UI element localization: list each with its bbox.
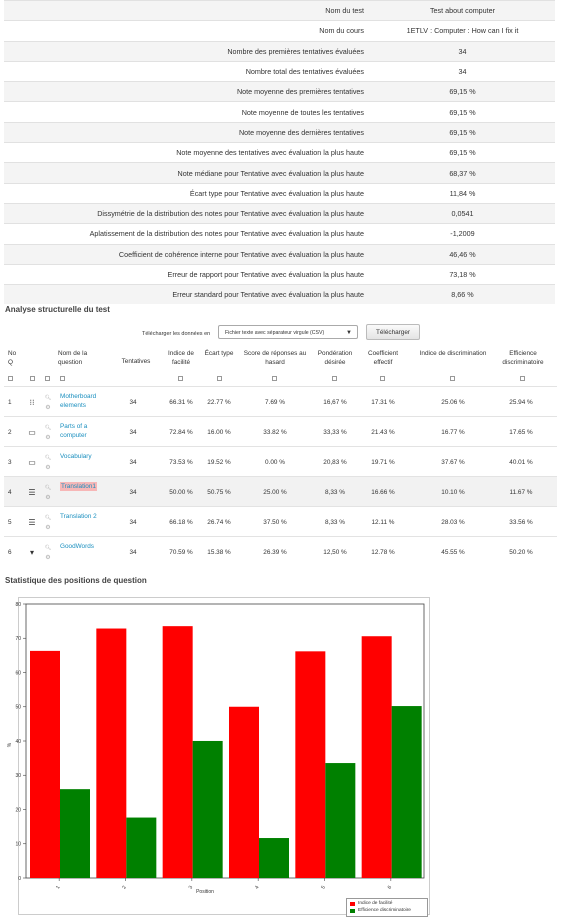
sort-num-checkbox[interactable] <box>8 376 13 381</box>
settings-icon[interactable]: ⚙ <box>45 554 51 561</box>
question-facility: 73.53 % <box>169 458 193 466</box>
bar-efficiency <box>126 818 156 878</box>
question-efficiency: 33.56 % <box>509 518 533 526</box>
sort-preview-checkbox[interactable] <box>45 376 50 381</box>
dropdown-icon: ▾ <box>29 547 34 557</box>
preview-icon[interactable]: 🔍︎ <box>44 455 52 461</box>
bar-efficiency <box>60 789 90 878</box>
question-name: Motherboard elements <box>60 393 97 409</box>
header-facility: Indice de facilité <box>168 350 194 366</box>
question-position-chart <box>7 597 430 915</box>
question-attempts: 34 <box>129 518 137 526</box>
summary-row <box>4 163 555 183</box>
preview-icon[interactable]: 🔍︎ <box>44 395 52 401</box>
question-efficiency: 50.20 % <box>509 548 533 556</box>
summary-label: Nom du test <box>4 1 370 21</box>
question-row <box>4 446 557 477</box>
summary-row <box>4 61 555 81</box>
question-random: 0.00 % <box>265 458 285 466</box>
y-tick-label: 60 <box>15 670 21 677</box>
summary-row <box>4 143 555 163</box>
question-effective: 12.11 % <box>371 518 395 526</box>
question-row <box>4 506 557 537</box>
preview-icon[interactable]: 🔍︎ <box>44 425 52 431</box>
question-attempts: 34 <box>129 428 137 436</box>
summary-label: Nombre total des tentatives évaluées <box>4 61 370 81</box>
summary-row <box>4 224 555 244</box>
question-row <box>4 416 557 447</box>
bar-efficiency <box>259 838 289 878</box>
question-discrimination: 25.06 % <box>441 398 465 406</box>
cloze-icon: ▭ <box>28 427 36 437</box>
summary-value: 68,37 % <box>370 163 555 183</box>
download-button[interactable]: Télécharger <box>366 324 420 340</box>
x-tick-label: 1 <box>55 884 62 891</box>
question-discrimination: 16.77 % <box>441 428 465 436</box>
sort-efficiency-checkbox[interactable] <box>520 376 525 381</box>
summary-label: Note moyenne des premières tentatives <box>4 82 370 102</box>
settings-icon[interactable]: ⚙ <box>45 434 51 441</box>
question-facility: 70.59 % <box>169 548 193 556</box>
summary-row <box>4 264 555 284</box>
summary-value: 34 <box>370 61 555 81</box>
question-effective: 16.66 % <box>371 488 395 496</box>
bar-efficiency <box>193 741 223 878</box>
question-random: 25.00 % <box>263 488 287 496</box>
download-label: Télécharger les données en <box>142 331 211 337</box>
sort-effective-checkbox[interactable] <box>380 376 385 381</box>
settings-icon[interactable]: ⚙ <box>45 494 51 501</box>
question-sd: 15.38 % <box>207 548 231 556</box>
bar-efficiency <box>325 763 355 878</box>
settings-icon[interactable]: ⚙ <box>45 464 51 471</box>
summary-row <box>4 1 555 21</box>
question-attempts: 34 <box>129 398 137 406</box>
question-weight: 8,33 % <box>325 488 345 496</box>
settings-icon[interactable]: ⚙ <box>45 404 51 411</box>
bar-facility <box>30 651 60 878</box>
question-random: 7.69 % <box>265 398 285 406</box>
sort-name-checkbox[interactable] <box>60 376 65 381</box>
header-num: No Q <box>8 350 17 366</box>
summary-table <box>4 0 555 304</box>
summary-row <box>4 122 555 142</box>
sort-discrimination-checkbox[interactable] <box>450 376 455 381</box>
x-tick-label: 6 <box>386 884 394 891</box>
question-facility: 72.84 % <box>169 428 193 436</box>
y-tick-label: 0 <box>18 875 21 882</box>
y-tick-label: 50 <box>15 704 21 711</box>
header-attempts: Tentatives <box>121 358 151 365</box>
bar-efficiency <box>392 706 422 878</box>
summary-value: 73,18 % <box>370 264 555 284</box>
header-efficiency: Efficience discriminatoire <box>502 350 544 366</box>
summary-value: 69,15 % <box>370 122 555 142</box>
y-axis-label: % <box>7 742 13 748</box>
summary-value: 69,15 % <box>370 143 555 163</box>
question-number: 2 <box>8 428 12 436</box>
summary-value: -1,2009 <box>370 224 555 244</box>
y-tick-label: 80 <box>15 601 21 608</box>
legend-swatch-efficiency <box>350 909 355 913</box>
header-discrimination: Indice de discrimination <box>419 350 487 357</box>
x-tick-label: 2 <box>121 884 128 891</box>
question-weight: 12,50 % <box>323 548 347 556</box>
question-discrimination: 37.67 % <box>441 458 465 466</box>
question-row <box>4 536 557 567</box>
summary-row <box>4 203 555 223</box>
y-tick-label: 20 <box>15 807 21 814</box>
summary-label: Écart type pour Tentative avec évaluation la plus haute <box>4 183 370 203</box>
question-random: 33.82 % <box>263 428 287 436</box>
question-weight: 16,67 % <box>323 398 347 406</box>
sort-type-checkbox[interactable] <box>30 376 35 381</box>
header-weight: Pondération désirée <box>317 350 353 366</box>
question-name: Parts of a computer <box>60 423 88 439</box>
legend-label-facility: Indice de facilité <box>358 901 393 906</box>
structure-table-header <box>0 350 560 384</box>
chevron-down-icon: ▼ <box>346 330 352 336</box>
summary-label: Coefficient de cohérence interne pour Tentative avec évaluation la plus haute <box>4 244 370 264</box>
bar-facility <box>295 651 325 878</box>
x-tick-label: 4 <box>254 884 261 891</box>
chart-legend <box>346 898 428 917</box>
summary-row <box>4 102 555 122</box>
summary-row <box>4 41 555 61</box>
preview-icon[interactable]: 🔍︎ <box>44 515 52 521</box>
question-effective: 19.71 % <box>371 458 395 466</box>
summary-value: 8,66 % <box>370 285 555 305</box>
question-attempts: 34 <box>129 458 137 466</box>
summary-value: 11,84 % <box>370 183 555 203</box>
question-sd: 22.77 % <box>207 398 231 406</box>
y-tick-label: 70 <box>15 636 21 643</box>
question-name-link[interactable] <box>60 477 112 507</box>
question-random: 26.39 % <box>263 548 287 556</box>
question-sd: 19.52 % <box>207 458 231 466</box>
multichoice-icon: ☰ <box>28 517 36 527</box>
question-sd: 16.00 % <box>207 428 231 436</box>
summary-value: 46,46 % <box>370 244 555 264</box>
question-efficiency: 17.65 % <box>509 428 533 436</box>
summary-value: 34 <box>370 41 555 61</box>
question-number: 1 <box>8 398 12 406</box>
sort-facility-checkbox[interactable] <box>178 376 183 381</box>
preview-icon[interactable]: 🔍︎ <box>44 545 52 551</box>
summary-label: Note moyenne des dernières tentatives <box>4 122 370 142</box>
question-sd: 50.75 % <box>207 488 231 496</box>
question-effective: 17.31 % <box>371 398 395 406</box>
summary-row <box>4 183 555 203</box>
question-number: 4 <box>8 488 12 496</box>
summary-label: Aplatissement de la distribution des notes pour Tentative avec évaluation la plus haute <box>4 224 370 244</box>
question-effective: 12.78 % <box>371 548 395 556</box>
question-name-link[interactable] <box>60 387 112 417</box>
summary-row <box>4 82 555 102</box>
summary-label: Note moyenne des tentatives avec évaluation la plus haute <box>4 143 370 163</box>
summary-label: Dissymétrie de la distribution des notes pour Tentative avec évaluation la plus haute <box>4 203 370 223</box>
x-tick-label: 3 <box>187 884 195 891</box>
question-number: 5 <box>8 518 12 526</box>
preview-icon[interactable]: 🔍︎ <box>44 485 52 491</box>
question-sd: 26.74 % <box>207 518 231 526</box>
question-discrimination: 45.55 % <box>441 548 465 556</box>
summary-value: 69,15 % <box>370 102 555 122</box>
bar-facility <box>163 626 193 878</box>
summary-label: Nom du cours <box>4 21 370 41</box>
question-name: Translation 2 <box>60 513 97 520</box>
question-name-link[interactable] <box>60 507 112 537</box>
summary-row <box>4 21 555 41</box>
download-format-select[interactable] <box>218 325 358 339</box>
question-discrimination: 28.03 % <box>441 518 465 526</box>
structure-title: Analyse structurelle du test <box>5 305 110 314</box>
question-name-link[interactable] <box>60 447 112 477</box>
sort-sd-checkbox[interactable] <box>217 376 222 381</box>
sort-random-checkbox[interactable] <box>272 376 277 381</box>
question-weight: 8,33 % <box>325 518 345 526</box>
bar-facility <box>362 636 392 878</box>
question-name-link[interactable] <box>60 417 112 447</box>
header-name: Nom de la question <box>58 350 88 366</box>
y-tick-label: 40 <box>15 738 21 745</box>
question-name: Translation1 <box>61 483 96 490</box>
summary-label: Erreur de rapport pour Tentative avec évaluation la plus haute <box>4 264 370 284</box>
summary-label: Note moyenne de toutes les tentatives <box>4 102 370 122</box>
y-tick-label: 30 <box>15 773 21 780</box>
question-facility: 66.18 % <box>169 518 193 526</box>
settings-icon[interactable]: ⚙ <box>45 524 51 531</box>
positions-title: Statistique des positions de question <box>5 576 147 585</box>
question-attempts: 34 <box>129 548 137 556</box>
summary-row <box>4 285 555 305</box>
question-random: 37.50 % <box>263 518 287 526</box>
matching-icon: ⁝⁝ <box>29 397 35 407</box>
question-name-link[interactable] <box>60 537 112 567</box>
question-facility: 50.00 % <box>169 488 193 496</box>
question-name: Vocabulary <box>60 453 92 460</box>
question-effective: 21.43 % <box>371 428 395 436</box>
question-weight: 20,83 % <box>323 458 347 466</box>
sort-weight-checkbox[interactable] <box>332 376 337 381</box>
x-axis-label: Position <box>196 889 214 895</box>
summary-label: Erreur standard pour Tentative avec évaluation la plus haute <box>4 285 370 305</box>
question-attempts: 34 <box>129 488 137 496</box>
cloze-icon: ▭ <box>28 457 36 467</box>
question-discrimination: 10.10 % <box>441 488 465 496</box>
question-number: 6 <box>8 548 12 556</box>
download-format-value: Fichier texte avec séparateur virgule (CSV) <box>225 330 325 336</box>
summary-value: 1ETLV : Computer : How can I fix it <box>370 21 555 41</box>
question-row <box>4 386 557 417</box>
question-efficiency: 40.01 % <box>509 458 533 466</box>
summary-value: Test about computer <box>370 1 555 21</box>
legend-label-efficiency: Efficience discriminatoire <box>358 908 411 913</box>
summary-label: Nombre des premières tentatives évaluées <box>4 41 370 61</box>
question-number: 3 <box>8 458 12 466</box>
question-weight: 33,33 % <box>323 428 347 436</box>
bar-facility <box>96 629 126 878</box>
summary-value: 0,0541 <box>370 203 555 223</box>
question-name: GoodWords <box>60 543 94 550</box>
x-tick-label: 5 <box>320 884 327 891</box>
bar-facility <box>229 707 259 878</box>
header-random: Score de réponses au hasard <box>243 350 307 366</box>
question-efficiency: 11.67 % <box>509 488 533 496</box>
summary-label: Note médiane pour Tentative avec évaluation la plus haute <box>4 163 370 183</box>
question-efficiency: 25.94 % <box>509 398 533 406</box>
summary-value: 69,15 % <box>370 82 555 102</box>
y-tick-label: 10 <box>15 841 21 848</box>
legend-swatch-facility <box>350 902 355 906</box>
multichoice-icon: ☰ <box>28 487 36 497</box>
question-facility: 66.31 % <box>169 398 193 406</box>
header-effective: Coefficient effectif <box>367 350 399 366</box>
summary-row <box>4 244 555 264</box>
header-sd: Écart type <box>204 350 234 357</box>
question-row <box>4 476 557 507</box>
